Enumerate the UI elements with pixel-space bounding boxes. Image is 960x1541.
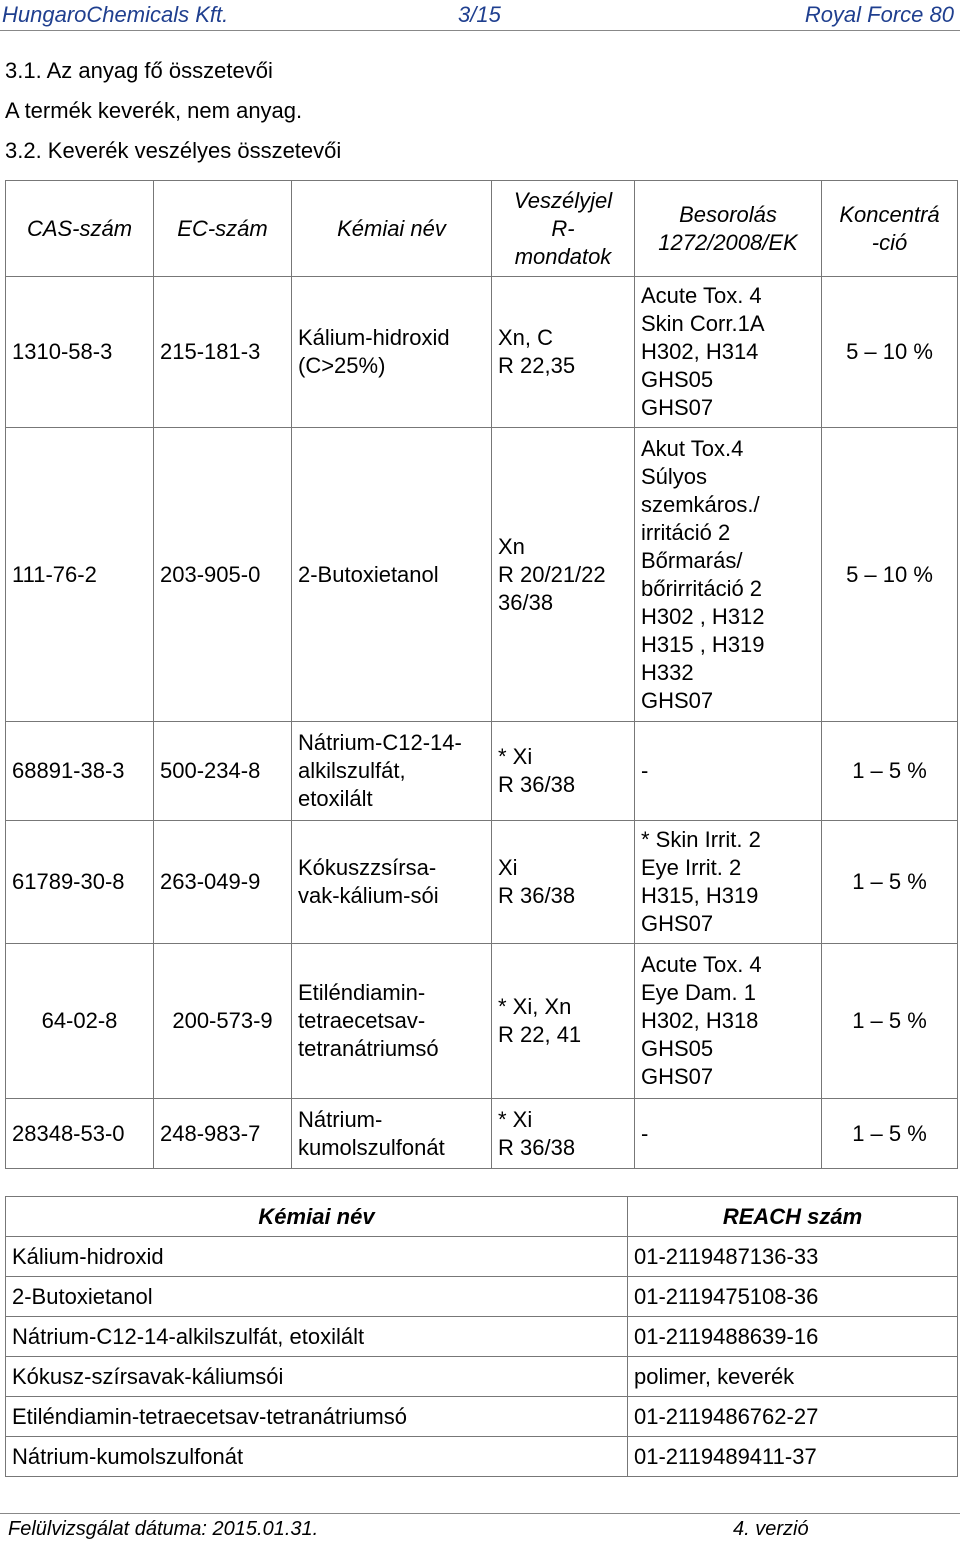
reach-name-cell: 2-Butoxietanol bbox=[6, 1277, 628, 1317]
reach-col-name: Kémiai név bbox=[6, 1197, 628, 1237]
version-label: 4. verzió bbox=[733, 1518, 809, 1540]
table-row bbox=[6, 1437, 958, 1477]
table-row bbox=[6, 428, 958, 722]
reach-header-row bbox=[6, 1197, 958, 1237]
table-header-row bbox=[6, 181, 958, 277]
conc-cell: 5 – 10 % bbox=[822, 428, 958, 722]
reach-col-number: REACH szám bbox=[628, 1197, 958, 1237]
table-row bbox=[6, 944, 958, 1099]
table-row bbox=[6, 1357, 958, 1397]
cas-cell: 1310-58-3 bbox=[6, 277, 154, 428]
cas-cell: 111-76-2 bbox=[6, 428, 154, 722]
name-cell: Nátrium- kumolszulfonát bbox=[292, 1099, 492, 1169]
reach-number-cell: 01-2119489411-37 bbox=[628, 1437, 958, 1477]
reach-number-cell: polimer, keverék bbox=[628, 1357, 958, 1397]
name-cell: Etiléndiamin- tetraecetsav- tetranátriumsó bbox=[292, 944, 492, 1099]
conc-cell: 1 – 5 % bbox=[822, 821, 958, 944]
col-name: Kémiai név bbox=[292, 181, 492, 277]
table-row bbox=[6, 1277, 958, 1317]
r-cell: Xn, C R 22,35 bbox=[492, 277, 635, 428]
ec-cell: 263-049-9 bbox=[154, 821, 292, 944]
reach-name-cell: Kálium-hidroxid bbox=[6, 1237, 628, 1277]
table-row bbox=[6, 1237, 958, 1277]
conc-cell: 1 – 5 % bbox=[822, 1099, 958, 1169]
footer-divider bbox=[0, 1513, 960, 1514]
r-cell: * Xi R 36/38 bbox=[492, 1099, 635, 1169]
section-3-1-text: A termék keverék, nem anyag. bbox=[5, 98, 303, 123]
section-3-2-title: 3.2. Keverék veszélyes összetevői bbox=[5, 138, 342, 163]
conc-cell: 5 – 10 % bbox=[822, 277, 958, 428]
cas-cell: 28348-53-0 bbox=[6, 1099, 154, 1169]
reach-number-cell: 01-2119475108-36 bbox=[628, 1277, 958, 1317]
section-3-1-title: 3.1. Az anyag fő összetevői bbox=[5, 58, 273, 83]
conc-cell: 1 – 5 % bbox=[822, 944, 958, 1099]
r-cell: * Xi, Xn R 22, 41 bbox=[492, 944, 635, 1099]
class-cell: Akut Tox.4 Súlyos szemkáros./ irritáció 2 Bőrmarás/ bőrirritáció 2 H302 , H312 H315 , H319 H332 GHS07 bbox=[635, 428, 822, 722]
reach-table bbox=[5, 1196, 958, 1477]
name-cell: 2-Butoxietanol bbox=[292, 428, 492, 722]
reach-name-cell: Kókusz-szírsavak-káliumsói bbox=[6, 1357, 628, 1397]
col-ec: EC-szám bbox=[154, 181, 292, 277]
table-row bbox=[6, 1397, 958, 1437]
page-number: 3/15 bbox=[458, 2, 501, 27]
product-name: Royal Force 80 bbox=[804, 2, 954, 27]
table-row bbox=[6, 821, 958, 944]
components-table bbox=[5, 180, 958, 1169]
reach-number-cell: 01-2119486762-27 bbox=[628, 1397, 958, 1437]
reach-name-cell: Nátrium-C12-14-alkilszulfát, etoxilált bbox=[6, 1317, 628, 1357]
ec-cell: 203-905-0 bbox=[154, 428, 292, 722]
conc-cell: 1 – 5 % bbox=[822, 722, 958, 821]
cas-cell: 61789-30-8 bbox=[6, 821, 154, 944]
r-cell: * Xi R 36/38 bbox=[492, 722, 635, 821]
ec-cell: 215-181-3 bbox=[154, 277, 292, 428]
reach-name-cell: Etiléndiamin-tetraecetsav-tetranátriumsó bbox=[6, 1397, 628, 1437]
name-cell: Kálium-hidroxid (C>25%) bbox=[292, 277, 492, 428]
r-cell: Xn R 20/21/22 36/38 bbox=[492, 428, 635, 722]
class-cell: - bbox=[635, 722, 822, 821]
table-row bbox=[6, 1317, 958, 1357]
name-cell: Nátrium-C12-14- alkilszulfát, etoxilált bbox=[292, 722, 492, 821]
table-row bbox=[6, 722, 958, 821]
col-cas: CAS-szám bbox=[6, 181, 154, 277]
review-date: Felülvizsgálat dátuma: 2015.01.31. bbox=[8, 1518, 319, 1540]
r-cell: Xi R 36/38 bbox=[492, 821, 635, 944]
cas-cell: 68891-38-3 bbox=[6, 722, 154, 821]
ec-cell: 500-234-8 bbox=[154, 722, 292, 821]
table-row bbox=[6, 1099, 958, 1169]
company-name: HungaroChemicals Kft. bbox=[2, 2, 229, 27]
class-cell: - bbox=[635, 1099, 822, 1169]
col-conc: Koncentrá -ció bbox=[822, 181, 958, 277]
class-cell: * Skin Irrit. 2 Eye Irrit. 2 H315, H319 GHS07 bbox=[635, 821, 822, 944]
reach-number-cell: 01-2119488639-16 bbox=[628, 1317, 958, 1357]
ec-cell: 248-983-7 bbox=[154, 1099, 292, 1169]
class-cell: Acute Tox. 4 Eye Dam. 1 H302, H318 GHS05 GHS07 bbox=[635, 944, 822, 1099]
header-divider bbox=[0, 30, 960, 31]
table-row bbox=[6, 277, 958, 428]
ec-cell: 200-573-9 bbox=[154, 944, 292, 1099]
reach-number-cell: 01-2119487136-33 bbox=[628, 1237, 958, 1277]
col-r: Veszélyjel R- mondatok bbox=[492, 181, 635, 277]
class-cell: Acute Tox. 4 Skin Corr.1A H302, H314 GHS05 GHS07 bbox=[635, 277, 822, 428]
page-header bbox=[0, 0, 960, 30]
col-class: Besorolás 1272/2008/EK bbox=[635, 181, 822, 277]
reach-name-cell: Nátrium-kumolszulfonát bbox=[6, 1437, 628, 1477]
cas-cell: 64-02-8 bbox=[6, 944, 154, 1099]
name-cell: Kókuszzsírsa- vak-kálium-sói bbox=[292, 821, 492, 944]
